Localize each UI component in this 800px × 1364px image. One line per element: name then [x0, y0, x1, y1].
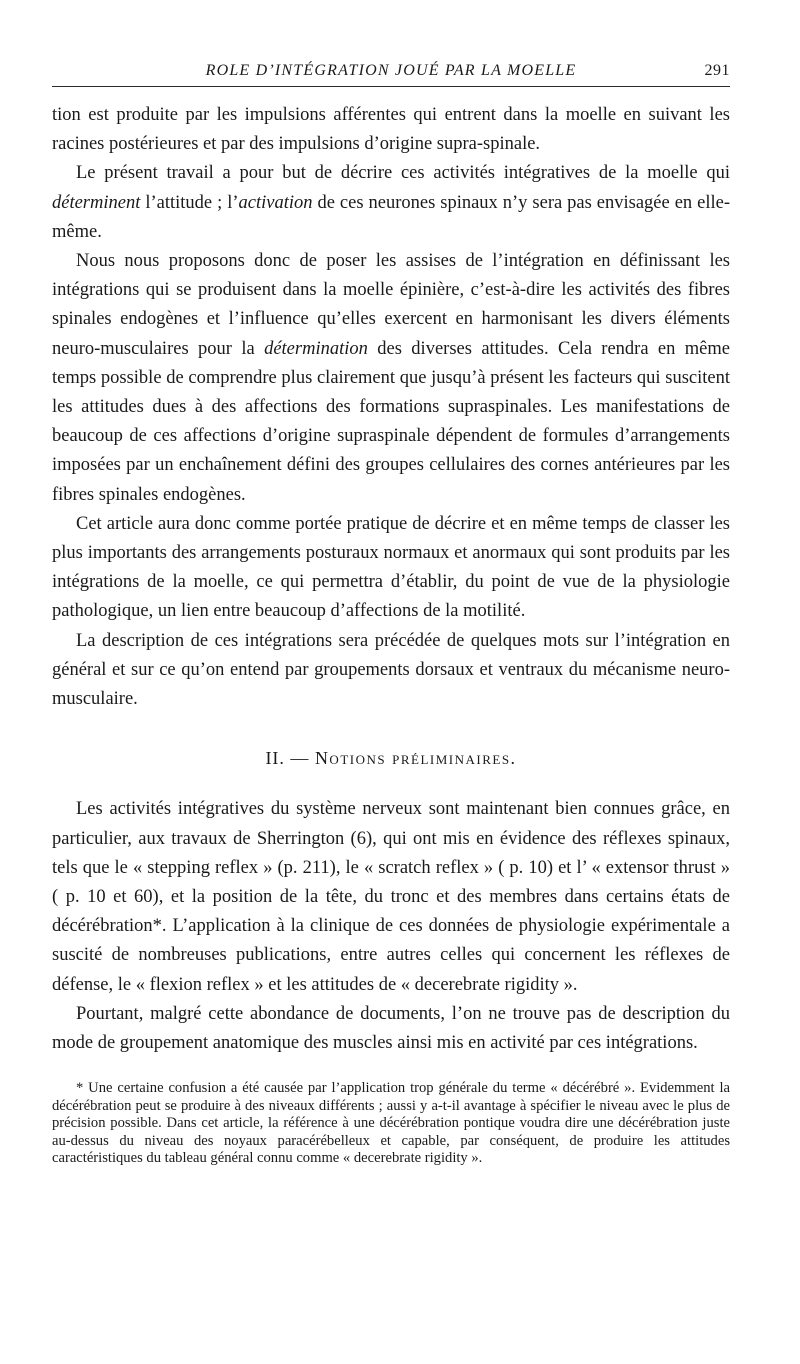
- footnote: [52, 1080, 730, 1167]
- paragraph-5: La description de ces intégrations sera précédée de quelques mots sur l’intégration en général et sur ce qu’on entend par groupements dorsaux et ventraux du mécanisme neuro-musculaire.: [52, 630, 730, 710]
- paragraph-2-part-b: l’attitude ; l’: [140, 192, 239, 213]
- paragraph-2: [52, 159, 730, 247]
- book-page: [52, 58, 730, 1167]
- body-text: [52, 101, 730, 1058]
- paragraph-2-part-a: Le présent travail a pour but de décrire ces activités intégratives de la moelle qui: [76, 163, 730, 184]
- paragraph-1: tion est produite par les impulsions afférentes qui entrent dans la moelle en suivant les racines postérieures et par des impulsions d’origine supra-spinale.: [52, 105, 730, 155]
- emphasis-activation: activation: [238, 192, 313, 213]
- page-number: 291: [704, 62, 730, 79]
- paragraph-3: [52, 247, 730, 510]
- paragraph-7: Pourtant, malgré cette abondance de documents, l’on ne trouve pas de description du mode de groupement anatomique des muscles ainsi mis en activité par ces intégrations.: [52, 1003, 730, 1054]
- paragraph-6: Les activités intégratives du système nerveux sont maintenant bien connues grâce, en particulier, aux travaux de Sherrington (6), qui ont mis en évidence des réflexes spinaux, tels que le « stepping reflex » (p. 211), le « scratch reflex » ( p. 10) et l’ « extensor thrust » ( p. 10 et 60), et la position de la tête, du tronc et des membres dans certains états de décérébration*. L’application à la clinique de ces données de physiologie expérimentale a suscité de nombreuses publications, entre autres celles qui concernent les réflexes de défense, le « flexion reflex » et les attitudes de « decerebrate rigidity ».: [52, 799, 730, 995]
- paragraph-4: Cet article aura donc comme portée pratique de décrire et en même temps de classer les plus importants des arrangements posturaux normaux et anormaux qui sont produits par les intégrations de la moelle, ce qui permettra d’établir, du point de vue de la physiologie pathologique, un lien entre beaucoup d’affections de la motilité.: [52, 513, 730, 622]
- emphasis-determinent: déterminent: [52, 192, 141, 213]
- section-title: Notions préliminaires.: [314, 748, 517, 769]
- section-heading: [52, 744, 730, 773]
- footnote-text: * Une certaine confusion a été causée par l’application trop générale du terme « décérébré ». Evidemment la décérébration peut se produire à des niveaux différents ; aussi y a-t-il avantage à spécifier le niveau avec le plus de précision possible. Dans cet article, la référence à une décérébration pontique voudra dire une décérébration juste au-dessus du niveau des noyaux paracérébelleux et capable, par conséquent, de produire les attitudes caractéristiques du tableau général connu comme « decerebrate rigidity ».: [52, 1080, 730, 1166]
- paragraph-3-part-a: Nous nous proposons donc de poser les assises de l’intégration en définissant les intégrations qui se produisent dans la moelle épinière, c’est-à-dire les activités des fibres spinales endogènes et l’influence qu’elles exercent en harmonisant les divers éléments neuro-musculaires pour la: [52, 251, 730, 359]
- paragraph-3-part-b: des diverses attitudes. Cela rendra en même temps possible de comprendre plus clairement que jusqu’à présent les facteurs qui suscitent les attitudes dues à des affections des formations supraspinales. Les manifestations de beaucoup de ces affections d’origine supraspinale dépendent de formules d’arrangements imposées par un enchaînement défini des groupes cellulaires des cornes antérieures par les fibres spinales endogènes.: [52, 338, 730, 505]
- section-numeral: II. —: [265, 748, 315, 769]
- running-header: [52, 58, 730, 87]
- running-title: ROLE D’INTÉGRATION JOUÉ PAR LA MOELLE: [205, 62, 577, 79]
- paragraph-2-part-c: de ces neurones spinaux n’y sera pas envisagée en elle-même.: [52, 192, 730, 242]
- emphasis-determination: détermination: [264, 338, 368, 359]
